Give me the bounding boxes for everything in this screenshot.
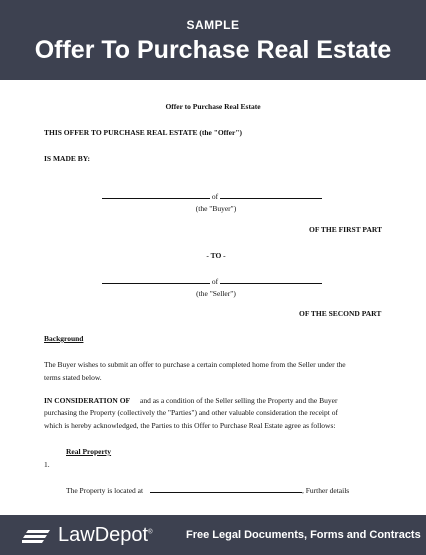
property-located-label: The Property is located at (66, 486, 144, 495)
first-part-label: OF THE FIRST PART (309, 225, 383, 234)
buyer-caption: (the "Buyer") (195, 204, 237, 213)
buyer-address-blank[interactable] (220, 191, 322, 199)
consideration-lead: IN CONSIDERATION OF (44, 396, 131, 405)
to-separator: - TO - (206, 251, 226, 260)
document-heading: Offer to Purchase Real Estate (165, 102, 261, 111)
consideration-line-1 (44, 396, 337, 405)
of-word: of (211, 277, 219, 286)
page-title: Offer To Purchase Real Estate (34, 36, 392, 64)
buyer-line (102, 191, 322, 201)
of-word: of (211, 192, 219, 201)
made-by-label: IS MADE BY: (44, 154, 90, 163)
document-body (0, 80, 426, 515)
seller-caption: (the "Seller") (196, 289, 236, 298)
seller-name-blank[interactable] (102, 276, 210, 284)
brand-name[interactable]: LawDepot® (58, 524, 153, 546)
background-heading: Background (44, 334, 84, 343)
offer-intro: THIS OFFER TO PURCHASE REAL ESTATE (the "Offer") (44, 128, 242, 137)
lawdepot-logo-icon (22, 528, 52, 544)
buyer-name-blank[interactable] (102, 191, 210, 199)
consideration-text-2: purchasing the Property (collectively the "Parties") and other valuable consideration the receipt of (44, 408, 338, 417)
sample-label: SAMPLE (186, 18, 240, 32)
seller-address-blank[interactable] (220, 276, 322, 284)
real-property-heading: Real Property (66, 447, 112, 456)
background-text-2: terms stated below. (44, 373, 102, 382)
footer-banner (0, 515, 426, 555)
consideration-text-1: and as a condition of the Seller selling the Property and the Buyer (140, 396, 338, 405)
further-details-text: , Further details (301, 486, 350, 495)
background-text-1: The Buyer wishes to submit an offer to purchase a certain completed home from the Seller under the (44, 360, 346, 369)
header-banner (0, 0, 426, 80)
second-part-label: OF THE SECOND PART (299, 309, 382, 318)
property-address-blank[interactable] (150, 485, 302, 493)
seller-line (102, 276, 322, 286)
property-location-line (66, 485, 349, 495)
registered-mark: ® (148, 529, 153, 536)
footer-tagline: Free Legal Documents, Forms and Contracts (186, 529, 421, 541)
item-number: 1. (44, 460, 50, 469)
consideration-text-3: which is hereby acknowledged, the Parties to this Offer to Purchase Real Estate agree as follows: (44, 421, 336, 430)
